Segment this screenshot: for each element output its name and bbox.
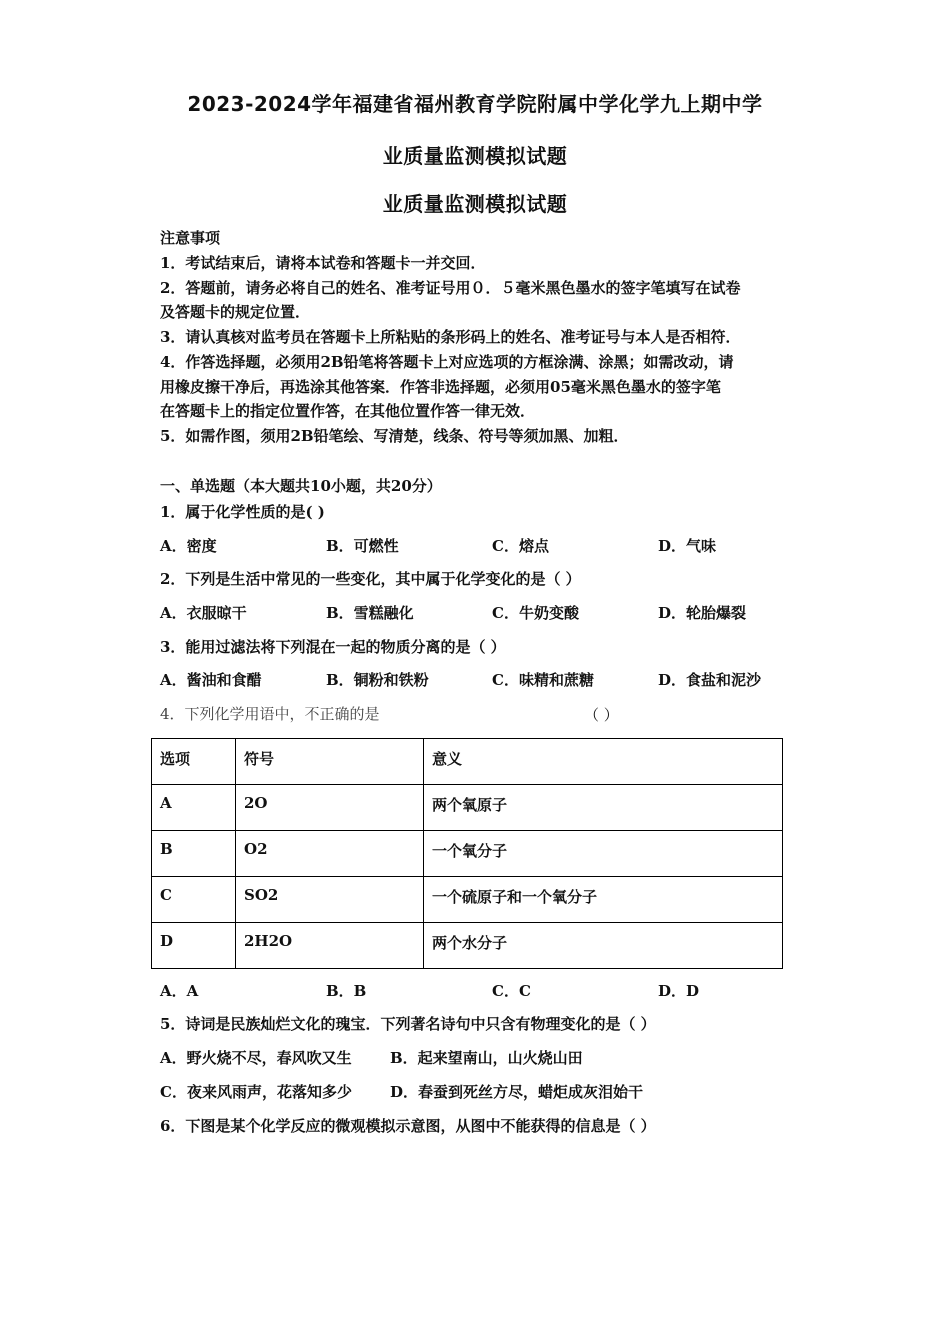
- q2-option-a: A．衣服晾干: [160, 604, 247, 622]
- q3-option-c: C．味精和蔗糖: [492, 671, 594, 689]
- notice-line: 用橡皮擦干净后，再选涂其他答案．作答非选择题，必须用05毫米黑色墨水的签字笔: [160, 378, 721, 396]
- q1-option-d: D．气味: [658, 537, 717, 555]
- q2-option-b: B．雪糕融化: [326, 604, 414, 622]
- question-3-stem: 3．能用过滤法将下列混在一起的物质分离的是（ ）: [160, 638, 506, 656]
- question-1-stem: 1．属于化学性质的是( ): [160, 503, 325, 521]
- notice-heading: 注意事项: [160, 229, 221, 247]
- q5-option-d: D．春蚕到死丝方尽，蜡炬成灰泪始干: [390, 1083, 644, 1101]
- table-cell: B: [152, 831, 236, 877]
- title-line-1: 2023-2024学年福建省福州教育学院附属中学化学九上期中学: [187, 92, 763, 116]
- notice-line: 2．答题前，请务必将自己的姓名、准考证号用０．５毫米黑色墨水的签字笔填写在试卷: [160, 279, 741, 297]
- q5-option-b: B．起来望南山，山火烧山田: [390, 1049, 583, 1067]
- q3-option-b: B．铜粉和铁粉: [326, 671, 429, 689]
- question-6-stem: 6．下图是某个化学反应的微观模拟示意图，从图中不能获得的信息是（ ）: [160, 1117, 656, 1135]
- table-header-row: [152, 739, 783, 785]
- notice-line: 4．作答选择题，必须用2B铅笔将答题卡上对应选项的方框涂满、涂黑；如需改动，请: [160, 353, 734, 371]
- title-line-3: 业质量监测模拟试题: [382, 192, 568, 216]
- table-row: [152, 877, 783, 923]
- section-heading: 一、单选题（本大题共10小题，共20分）: [160, 477, 442, 495]
- table-header-cell: 选项: [152, 739, 236, 785]
- notice-line: 在答题卡上的指定位置作答，在其他位置作答一律无效．: [160, 402, 536, 420]
- table-row: [152, 831, 783, 877]
- notice-line: 及答题卡的规定位置．: [160, 303, 311, 321]
- table-row: [152, 785, 783, 831]
- symbol-table: [151, 738, 783, 969]
- table-header-cell: 符号: [236, 739, 424, 785]
- table-cell: 两个氧原子: [424, 785, 783, 831]
- q4-option-a: A．A: [160, 982, 199, 1000]
- question-4-stem: 4．下列化学用语中，不正确的是: [160, 705, 380, 723]
- notice-line: 3．请认真核对监考员在答题卡上所粘贴的条形码上的姓名、准考证号与本人是否相符．: [160, 328, 741, 346]
- q4-option-d: D．D: [658, 982, 700, 1000]
- table-cell: D: [152, 923, 236, 969]
- table-cell: 两个水分子: [424, 923, 783, 969]
- q4-option-c: C．C: [492, 982, 531, 1000]
- question-2-stem: 2．下列是生活中常见的一些变化，其中属于化学变化的是（ ）: [160, 570, 581, 588]
- q1-option-b: B．可燃性: [326, 537, 399, 555]
- q2-option-c: C．牛奶变酸: [492, 604, 579, 622]
- table-cell: C: [152, 877, 236, 923]
- table-cell: SO2: [236, 877, 424, 923]
- table-cell: A: [152, 785, 236, 831]
- q3-option-a: A．酱油和食醋: [160, 671, 262, 689]
- question-4-bracket: （ ）: [584, 706, 619, 724]
- table-row: [152, 923, 783, 969]
- title-line-2: 业质量监测模拟试题: [382, 144, 568, 168]
- q1-option-c: C．熔点: [492, 537, 549, 555]
- table-cell: 2O: [236, 785, 424, 831]
- question-5-stem: 5．诗词是民族灿烂文化的瑰宝．下列著名诗句中只含有物理变化的是（ ）: [160, 1015, 656, 1033]
- q4-option-b: B．B: [326, 982, 367, 1000]
- q5-option-c: C．夜来风雨声，花落知多少: [160, 1083, 352, 1101]
- q3-option-d: D．食盐和泥沙: [658, 671, 762, 689]
- notice-line: 5．如需作图，须用2B铅笔绘、写清楚，线条、符号等须加黑、加粗．: [160, 427, 629, 445]
- notice-line: 1．考试结束后，请将本试卷和答题卡一并交回．: [160, 254, 486, 272]
- table-cell: 一个氧分子: [424, 831, 783, 877]
- table-cell: 一个硫原子和一个氧分子: [424, 877, 783, 923]
- table-cell: O2: [236, 831, 424, 877]
- q1-option-a: A．密度: [160, 537, 217, 555]
- table-cell: 2H2O: [236, 923, 424, 969]
- q5-option-a: A．野火烧不尽，春风吹又生: [160, 1049, 352, 1067]
- table-header-cell: 意义: [424, 739, 783, 785]
- q2-option-d: D．轮胎爆裂: [658, 604, 747, 622]
